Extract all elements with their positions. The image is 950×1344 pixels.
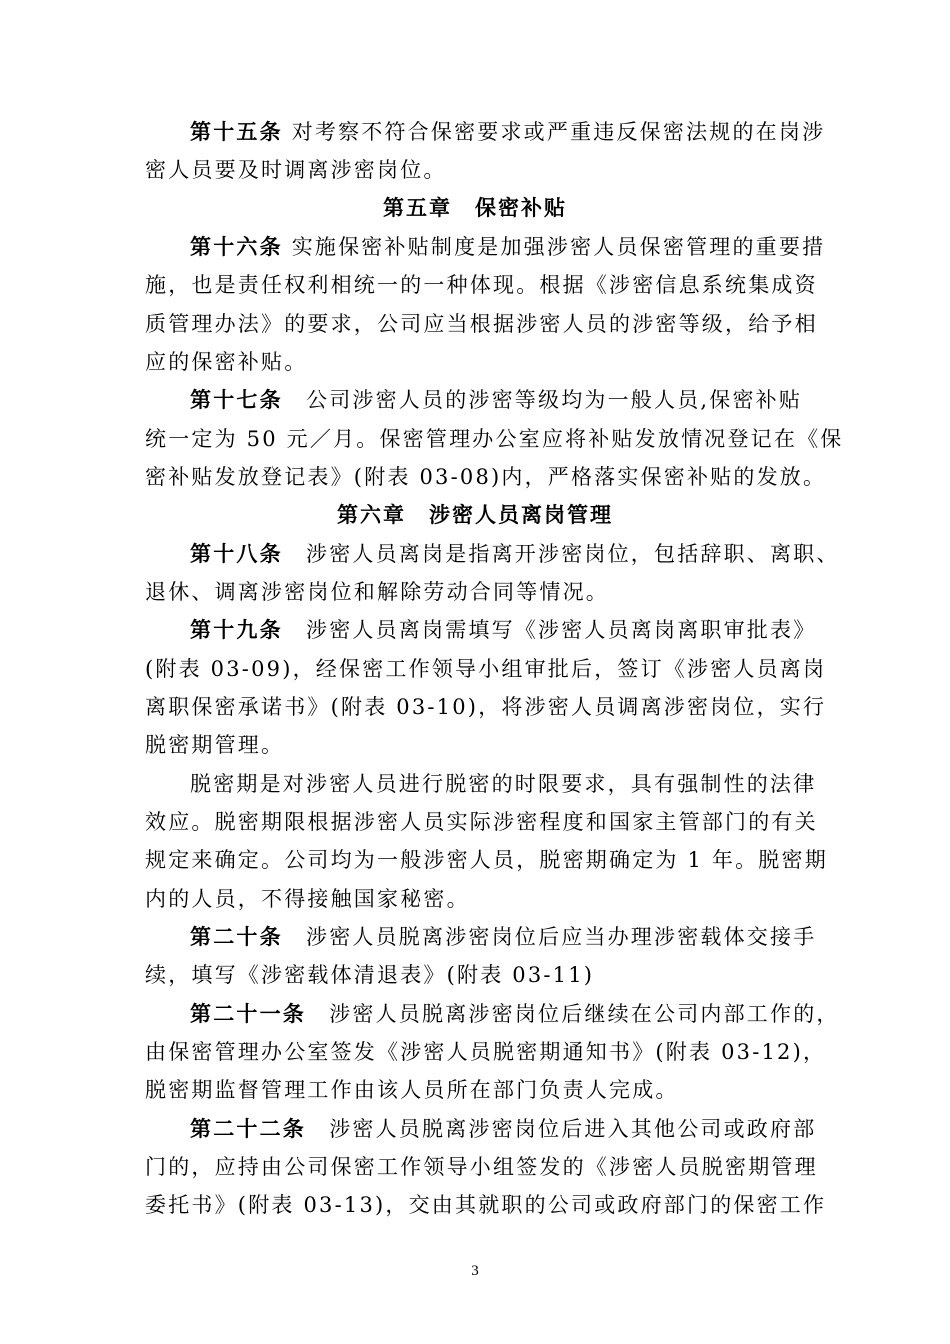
article-21-number: 第二十一条 [190, 1001, 306, 1026]
declassification-line-2: 效应。脱密期限根据涉密人员实际涉密程度和国家主管部门的有关 [145, 810, 818, 834]
article-22-number: 第二十二条 [190, 1116, 306, 1141]
article-17-line-3: 密补贴发放登记表》(附表 03-08)内，严格落实保密补贴的发放。 [145, 465, 827, 489]
article-16-line-2: 施，也是责任权利相统一的一种体现。根据《涉密信息系统集成资 [145, 273, 818, 297]
article-17-line-1 [190, 381, 830, 419]
article-16-line-1 [190, 228, 830, 266]
declassification-line-4: 内的人员，不得接触国家秘密。 [145, 887, 470, 911]
article-19-line-3: 离职保密承诺书》(附表 03-10)，将涉密人员调离涉密岗位，实行 [145, 695, 827, 719]
article-21-line-1 [190, 995, 840, 1033]
article-15-text: 对考察不符合保密要求或严重违反保密法规的在岗涉 [282, 120, 826, 144]
page-number: 3 [471, 1263, 479, 1279]
declassification-line-3: 规定来确定。公司均为一般涉密人员，脱密期确定为 1 年。脱密期 [145, 848, 828, 872]
article-15-line-2: 密人员要及时调离涉密岗位。 [145, 158, 447, 182]
article-21-line-3: 脱密期监督管理工作由该人员所在部门负责人完成。 [145, 1078, 679, 1102]
article-18-line-2: 退休、调离涉密岗位和解除劳动合同等情况。 [145, 580, 609, 604]
article-19-text: 涉密人员离岗需填写《涉密人员离岗离职审批表》 [282, 618, 817, 642]
article-22-line-3: 委托书》(附表 03-13)，交由其就职的公司或政府部门的保密工作 [145, 1193, 827, 1217]
article-19-number: 第十九条 [190, 617, 283, 642]
article-19-line-1 [190, 611, 830, 649]
article-17-number: 第十七条 [190, 387, 283, 412]
article-20-number: 第二十条 [190, 924, 283, 949]
chapter-6-heading: 第六章 涉密人员离岗管理 [337, 502, 613, 527]
declassification-line-1: 脱密期是对涉密人员进行脱密的时限要求，具有强制性的法律 [190, 772, 817, 796]
article-16-text: 实施保密补贴制度是加强涉密人员保密管理的重要措 [282, 235, 826, 259]
article-16-line-3: 质管理办法》的要求，公司应当根据涉密人员的涉密等级，给予相 [145, 312, 818, 336]
article-19-line-4: 脱密期管理。 [145, 733, 285, 757]
article-17-text: 公司涉密人员的涉密等级均为一般人员,保密补贴 [282, 388, 803, 412]
article-20-line-2: 续，填写《涉密载体清退表》(附表 03-11) [145, 963, 595, 987]
chapter-5-heading: 第五章 保密补贴 [383, 195, 567, 220]
article-20-text: 涉密人员脱离涉密岗位后应当办理涉密载体交接手 [282, 925, 817, 949]
article-20-line-1 [190, 918, 830, 956]
article-17-line-2: 统一定为 50 元／月。保密管理办公室应将补贴发放情况登记在《保 [145, 427, 844, 451]
article-22-line-1 [190, 1110, 830, 1148]
article-15-number: 第十五条 [190, 119, 283, 144]
article-22-text: 涉密人员脱离涉密岗位后进入其他公司或政府部 [306, 1117, 817, 1141]
article-16-line-4: 应的保密补贴。 [145, 350, 308, 374]
article-16-number: 第十六条 [190, 234, 283, 259]
article-21-text: 涉密人员脱离涉密岗位后继续在公司内部工作的， [306, 1002, 840, 1026]
article-18-number: 第十八条 [190, 541, 283, 566]
article-22-line-2: 门的，应持由公司保密工作领导小组签发的《涉密人员脱密期管理 [145, 1155, 818, 1179]
article-19-line-2: (附表 03-09)，经保密工作领导小组审批后，签订《涉密人员离岗 [145, 657, 827, 681]
article-18-line-1 [190, 535, 840, 573]
article-21-line-2: 由保密管理办公室签发《涉密人员脱密期通知书》(附表 03-12)， [145, 1040, 827, 1064]
article-15-line-1 [190, 113, 830, 151]
article-18-text: 涉密人员离岗是指离开涉密岗位，包括辞职、离职、 [282, 542, 840, 566]
